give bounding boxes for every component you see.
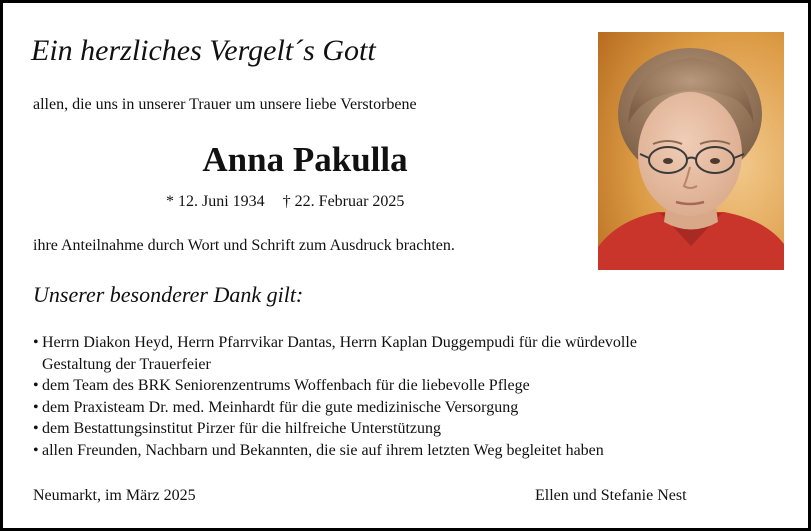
list-item-text: dem Team des BRK Seniorenzentrums Woffenbach für die liebevolle Pflege bbox=[42, 377, 530, 394]
thanks-text: ihre Anteilnahme durch Wort und Schrift zum Ausdruck brachten. bbox=[33, 237, 455, 254]
death-date: † 22. Februar 2025 bbox=[282, 193, 405, 210]
list-item bbox=[33, 397, 637, 419]
bullet: • bbox=[33, 334, 39, 351]
signature: Ellen und Stefanie Nest bbox=[535, 487, 687, 504]
birth-date: * 12. Juni 1934 bbox=[166, 193, 265, 210]
list-item-continuation: Gestaltung der Trauerfeier bbox=[42, 355, 211, 373]
life-dates bbox=[166, 192, 404, 212]
bullet: • bbox=[33, 441, 39, 459]
list-item-text: dem Praxisteam Dr. med. Meinhardt für die gute medizinische Versorgung bbox=[42, 398, 519, 416]
bullet: • bbox=[33, 420, 39, 437]
bullet: • bbox=[33, 398, 39, 416]
list-item bbox=[33, 375, 637, 397]
thanks-list bbox=[33, 332, 637, 461]
bullet: • bbox=[33, 377, 39, 394]
list-item bbox=[33, 440, 637, 462]
place-date: Neumarkt, im März 2025 bbox=[33, 487, 196, 504]
list-item-text: allen Freunden, Nachbarn und Bekannten, die sie auf ihrem letzten Weg begleitet haben bbox=[42, 441, 604, 459]
special-thanks-heading: Unserer besonderer Dank gilt: bbox=[33, 282, 304, 307]
intro-text: allen, die uns in unserer Trauer um unsere liebe Verstorbene bbox=[33, 96, 417, 113]
list-item bbox=[33, 418, 637, 440]
headline: Ein herzliches Vergelt´s Gott bbox=[31, 34, 376, 67]
list-item-text: dem Bestattungsinstitut Pirzer für die hilfreiche Unterstützung bbox=[42, 420, 442, 437]
portrait-photo bbox=[598, 32, 784, 270]
list-item-text: Herrn Diakon Heyd, Herrn Pfarrvikar Dantas, Herrn Kaplan Duggempudi für die würdevolle bbox=[42, 334, 637, 351]
list-item bbox=[33, 332, 637, 375]
deceased-name: Anna Pakulla bbox=[202, 140, 408, 179]
